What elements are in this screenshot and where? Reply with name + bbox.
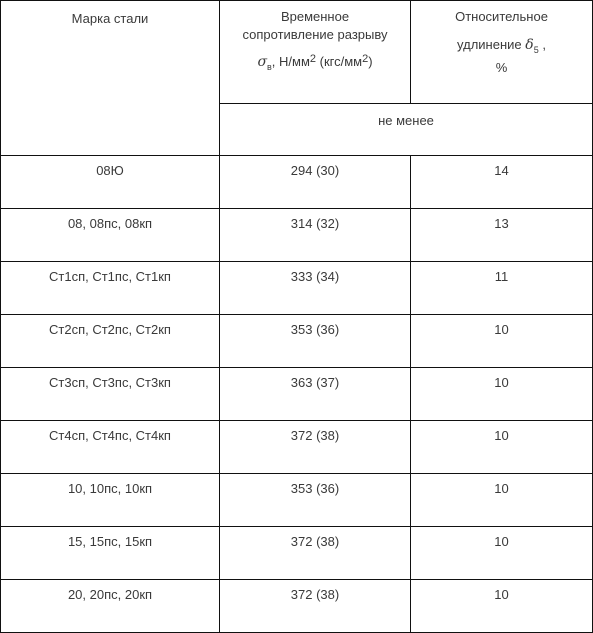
elongation-word: удлинение: [457, 37, 526, 52]
tensile-unit-a: , Н/мм: [271, 54, 310, 69]
cell-elongation: 10: [411, 580, 593, 633]
tensile-unit-c: ): [368, 54, 373, 69]
header-elongation-unit: %: [495, 60, 508, 75]
not-less-label: не менее: [378, 113, 434, 128]
cell-grade: Ст4сп, Ст4пс, Ст4кп: [1, 421, 220, 474]
header-tensile-line2: сопротивление разрыву: [242, 27, 388, 42]
cell-elongation: 10: [411, 527, 593, 580]
cell-tensile: 372 (38): [220, 421, 411, 474]
cell-elongation: 10: [411, 474, 593, 527]
header-tensile-strength: [220, 1, 411, 104]
cell-grade: 08Ю: [1, 156, 220, 209]
cell-tensile: 294 (30): [220, 156, 411, 209]
cell-tensile: 353 (36): [220, 315, 411, 368]
cell-grade: Ст1сп, Ст1пс, Ст1кп: [1, 262, 220, 315]
tensile-unit-sup-b: 2: [362, 53, 369, 65]
cell-grade: 20, 20пс, 20кп: [1, 580, 220, 633]
header-elongation-line1: Относительное: [455, 9, 548, 24]
table-row: [1, 527, 593, 580]
cell-grade: 15, 15пс, 15кп: [1, 527, 220, 580]
table-row: [1, 474, 593, 527]
cell-grade: 08, 08пс, 08кп: [1, 209, 220, 262]
cell-grade: Ст3сп, Ст3пс, Ст3кп: [1, 368, 220, 421]
header-steel-grade: [1, 1, 220, 156]
table-row: [1, 421, 593, 474]
cell-grade: 10, 10пс, 10кп: [1, 474, 220, 527]
cell-grade: Ст2сп, Ст2пс, Ст2кп: [1, 315, 220, 368]
cell-tensile: 363 (37): [220, 368, 411, 421]
header-tensile-unit: [220, 50, 410, 76]
cell-tensile: 314 (32): [220, 209, 411, 262]
cell-elongation: 10: [411, 421, 593, 474]
tensile-unit-b: (кгс/мм: [316, 54, 363, 69]
delta-subscript: 5: [533, 45, 539, 55]
elongation-comma: ,: [538, 37, 546, 52]
table-row: [1, 156, 593, 209]
table-row: [1, 315, 593, 368]
header-tensile-line1: Временное: [280, 9, 350, 24]
header-not-less: [220, 104, 593, 156]
table-row: [1, 368, 593, 421]
cell-tensile: 372 (38): [220, 580, 411, 633]
table-row: [1, 209, 593, 262]
cell-tensile: 333 (34): [220, 262, 411, 315]
cell-elongation: 14: [411, 156, 593, 209]
cell-tensile: 372 (38): [220, 527, 411, 580]
cell-elongation: 10: [411, 368, 593, 421]
cell-elongation: 10: [411, 315, 593, 368]
delta-symbol: δ: [525, 37, 534, 53]
header-elongation-line2: [411, 36, 592, 59]
tensile-unit-sup-a: 2: [309, 53, 317, 65]
header-row: [1, 1, 593, 104]
sigma-subscript: в: [267, 62, 272, 72]
table-row: [1, 580, 593, 633]
cell-tensile: 353 (36): [220, 474, 411, 527]
sigma-symbol: σ: [257, 54, 267, 70]
cell-elongation: 11: [411, 262, 593, 315]
table-row: [1, 262, 593, 315]
cell-elongation: 13: [411, 209, 593, 262]
header-steel-grade-label: Марка стали: [71, 11, 149, 26]
header-elongation: [411, 1, 593, 104]
